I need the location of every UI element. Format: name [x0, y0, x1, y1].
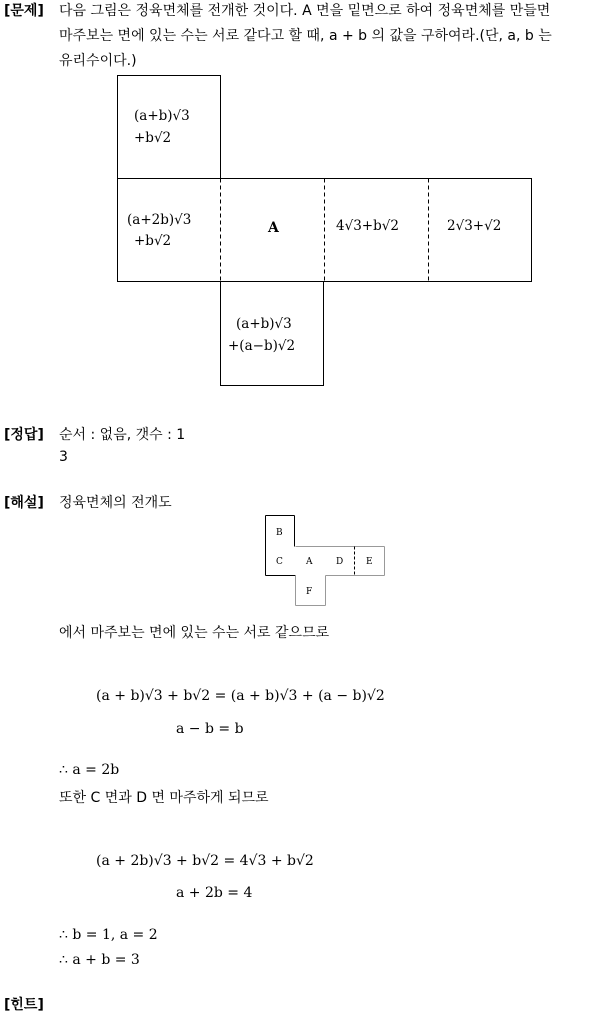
- mini-net-face-e: E: [366, 557, 373, 567]
- net-left-line-2: +b√2: [134, 233, 172, 249]
- mini-net-face-d: D: [336, 557, 344, 567]
- equation-1: (a + b)√3 + b√2 = (a + b)√3 + (a − b)√2: [96, 688, 385, 704]
- problem-line-2: 마주보는 면에 있는 수는 서로 같다고 할 때, a + b 의 값을 구하여라.(단, a, b 는: [59, 28, 552, 44]
- result-2: ∴ b = 1, a = 2: [59, 927, 158, 943]
- hint-label: [힌트]: [4, 997, 44, 1013]
- explanation-label: [해설]: [4, 495, 44, 511]
- answer-label: [정답]: [4, 427, 44, 443]
- explanation-after-net: 에서 마주보는 면에 있는 수는 서로 같으므로: [59, 625, 330, 641]
- net-bottom-line-2: +(a−b)√2: [228, 338, 296, 354]
- explanation-intro: 정육면체의 전개도: [59, 495, 172, 511]
- mini-net-face-f: F: [306, 587, 313, 597]
- mini-net-face-b: B: [276, 528, 283, 538]
- mini-net-face-a: A: [306, 557, 313, 567]
- net-bottom-line-1: (a+b)√3: [236, 316, 292, 332]
- equation-4: a + 2b = 4: [176, 885, 253, 901]
- net-left-line-1: (a+2b)√3: [127, 212, 192, 228]
- explanation-also: 또한 C 면과 D 면 마주하게 되므로: [59, 790, 269, 806]
- net-center-label: A: [268, 220, 279, 236]
- net-right-face-1: 4√3+b√2: [336, 218, 399, 234]
- net-top-line-2: +b√2: [134, 130, 172, 146]
- equation-3: (a + 2b)√3 + b√2 = 4√3 + b√2: [96, 853, 314, 869]
- net-right-face-2: 2√3+√2: [447, 218, 502, 234]
- problem-line-1: 다음 그림은 정육면체를 전개한 것이다. A 면을 밑면으로 하여 정육면체를 만들면: [59, 3, 551, 19]
- equation-2: a − b = b: [176, 721, 244, 737]
- answer-line-2: 3: [59, 449, 68, 465]
- answer-line-1: 순서 : 없음, 갯수 : 1: [59, 427, 186, 443]
- problem-label: [문제]: [4, 3, 44, 19]
- net-top-line-1: (a+b)√3: [134, 108, 190, 124]
- problem-line-3: 유리수이다.): [59, 53, 137, 69]
- result-1: ∴ a = 2b: [59, 762, 120, 778]
- result-3: ∴ a + b = 3: [59, 952, 140, 968]
- mini-net-face-c: C: [276, 557, 283, 567]
